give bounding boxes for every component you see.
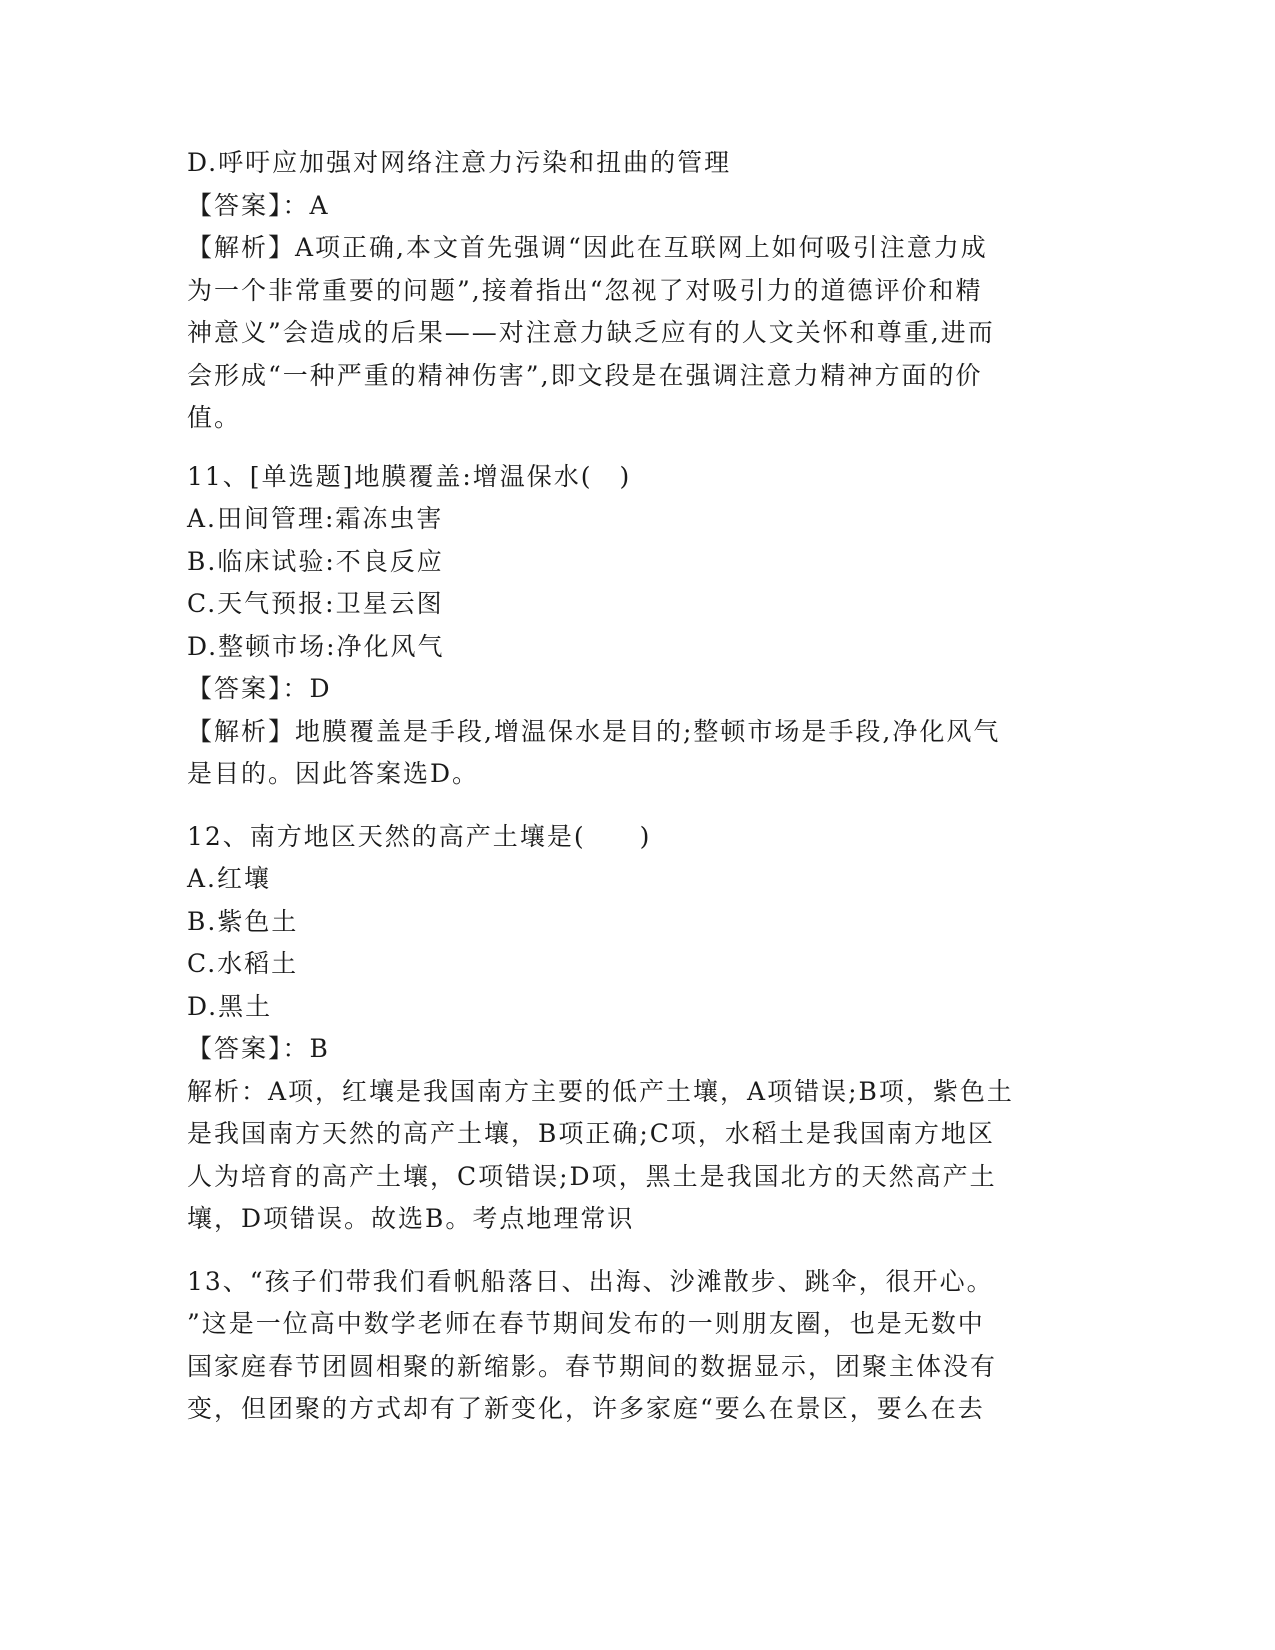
question-12-option-a: A.红壤 bbox=[187, 864, 272, 893]
question-13-stem-line: 变，但团聚的方式却有了新变化，许多家庭“要么在景区，要么在去 bbox=[187, 1394, 985, 1423]
answer-line: 【答案】：A bbox=[187, 190, 330, 220]
question-11-answer: 【答案】：D bbox=[187, 674, 332, 703]
analysis-line: 会形成“一种严重的精神伤害”,即文段是在强调注意力精神方面的价 bbox=[187, 360, 983, 390]
analysis-line: 值。 bbox=[187, 403, 242, 432]
question-13-stem-line: ”这是一位高中数学老师在春节期间发布的一则朋友圈，也是无数中 bbox=[187, 1309, 985, 1338]
question-11-option-a: A.田间管理:霜冻虫害 bbox=[187, 504, 444, 533]
analysis-line: 神意义”会造成的后果——对注意力缺乏应有的人文关怀和尊重,进而 bbox=[187, 318, 995, 347]
analysis-line: 为一个非常重要的问题”,接着指出“忽视了对吸引力的道德评价和精 bbox=[187, 275, 983, 305]
analysis-line: 【解析】A项正确,本文首先强调“因此在互联网上如何吸引注意力成 bbox=[187, 233, 988, 262]
question-12-option-c: C.水稻土 bbox=[187, 949, 299, 978]
document-page bbox=[187, 142, 1067, 1431]
spacer bbox=[187, 440, 1067, 456]
question-11-stem: 11、[单选题]地膜覆盖:增温保水( ) bbox=[187, 461, 632, 491]
spacer bbox=[187, 1241, 1067, 1261]
question-11-option-b: B.临床试验:不良反应 bbox=[187, 546, 444, 576]
question-12-analysis-line: 解析：A项，红壤是我国南方主要的低产土壤，A项错误;B项，紫色土 bbox=[187, 1076, 1014, 1106]
question-12-answer: 【答案】：B bbox=[187, 1034, 330, 1063]
question-13-stem-line: 国家庭春节团圆相聚的新缩影。春节期间的数据显示，团聚主体没有 bbox=[187, 1351, 998, 1381]
question-11-analysis-line: 是目的。因此答案选D。 bbox=[187, 759, 480, 788]
question-12-analysis-line: 壤，D项错误。故选B。考点地理常识 bbox=[187, 1204, 635, 1233]
question-12-stem: 12、南方地区天然的高产土壤是( ) bbox=[187, 821, 652, 851]
question-12-option-b: B.紫色土 bbox=[187, 906, 299, 936]
question-11-analysis-line: 【解析】地膜覆盖是手段,增温保水是目的;整顿市场是手段,净化风气 bbox=[187, 716, 1001, 746]
question-12-analysis-line: 人为培育的高产土壤，C项错误;D项，黑土是我国北方的天然高产土 bbox=[187, 1161, 997, 1191]
question-12-option-d: D.黑土 bbox=[187, 991, 273, 1021]
question-11-option-d: D.整顿市场:净化风气 bbox=[187, 631, 445, 661]
option-d: D.呼吁应加强对网络注意力污染和扭曲的管理 bbox=[187, 148, 732, 177]
question-13-stem-line: 13、“孩子们带我们看帆船落日、出海、沙滩散步、跳伞，很开心。 bbox=[187, 1266, 994, 1296]
spacer bbox=[187, 796, 1067, 816]
question-11-option-c: C.天气预报:卫星云图 bbox=[187, 589, 444, 618]
question-12-analysis-line: 是我国南方天然的高产土壤，B项正确;C项，水稻土是我国南方地区 bbox=[187, 1119, 995, 1148]
